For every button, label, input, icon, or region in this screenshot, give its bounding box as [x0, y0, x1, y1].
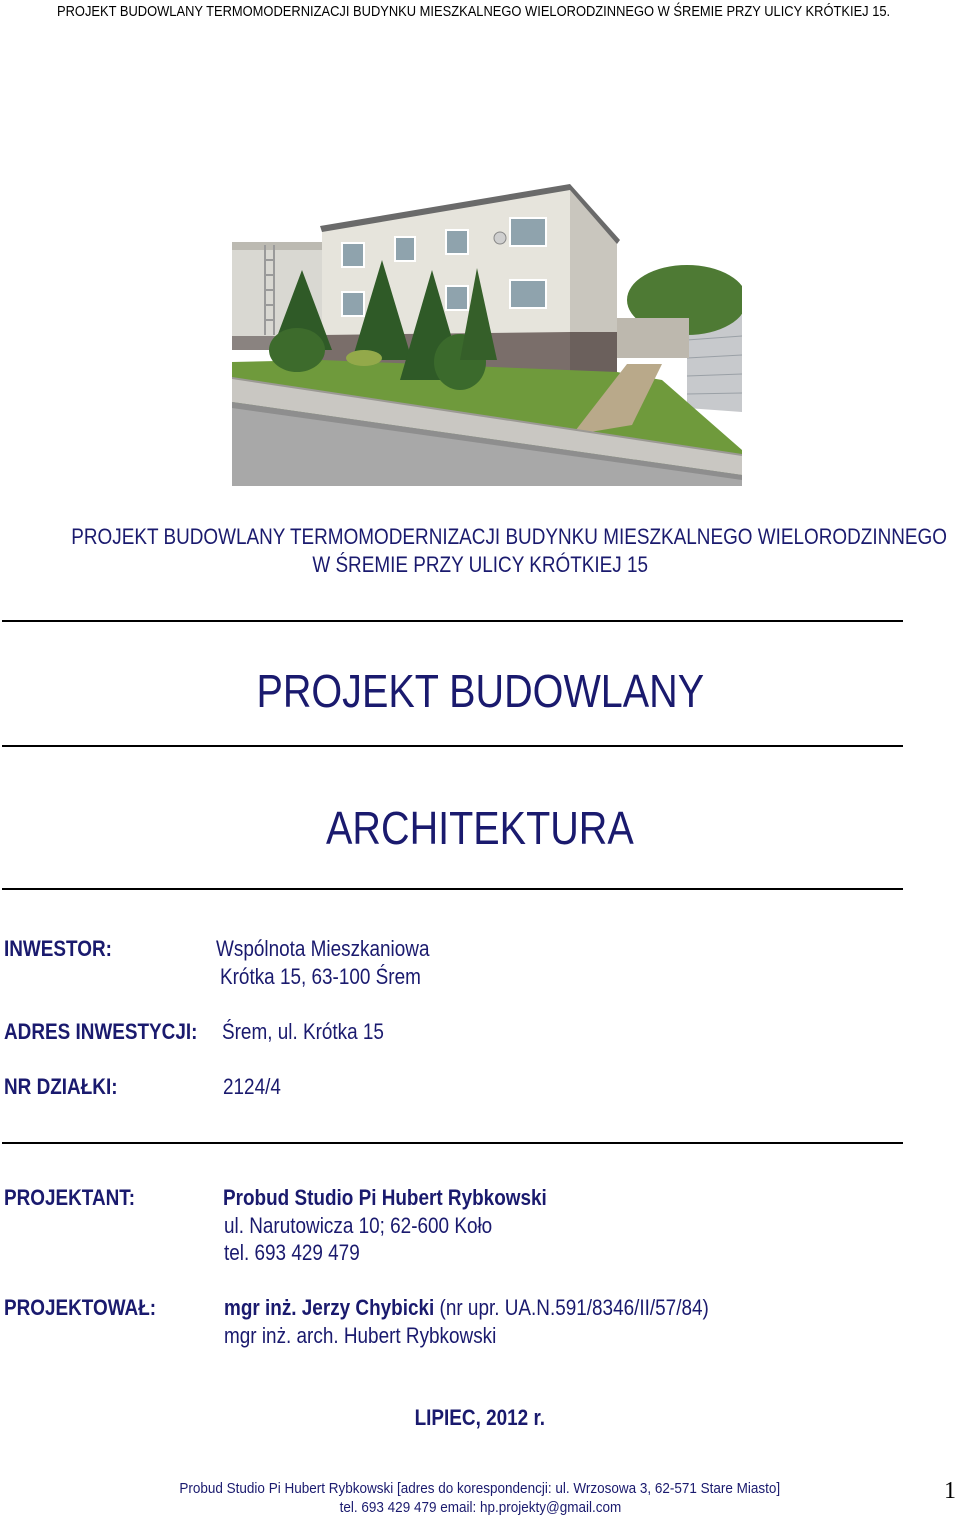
designer-company: Probud Studio Pi Hubert Rybkowski — [223, 1185, 547, 1210]
designed-by-person1 — [224, 1295, 709, 1321]
footer-line-1: Probud Studio Pi Hubert Rybkowski [adres do korespondencji: ul. Wrzosowa 3, 62-571 Stare Miasto] — [179, 1480, 781, 1497]
running-header: PROJEKT BUDOWLANY TERMOMODERNIZACJI BUDYNKU MIESZKALNEGO WIELORODZINNEGO W ŚREMIE PRZY ULICY KRÓTKIEJ 15. — [57, 3, 891, 20]
footer-line-2: tel. 693 429 479 email: hp.projekty@gmail.com — [339, 1499, 621, 1516]
investor-address: Krótka 15, 63-100 Śrem — [220, 964, 421, 989]
designed-by-person1-permit: (nr upr. UA.N.591/8346/II/57/84) — [434, 1295, 709, 1320]
title-line-1: PROJEKT BUDOWLANY TERMOMODERNIZACJI BUDYNKU MIESZKALNEGO WIELORODZINNEGO — [71, 524, 947, 549]
section-sub-heading: ARCHITEKTURA — [326, 802, 634, 854]
investment-address-label: ADRES INWESTYCJI: — [4, 1019, 198, 1044]
designed-by-person1-name: mgr inż. Jerzy Chybicki — [224, 1295, 435, 1320]
investment-address-value: Śrem, ul. Krótka 15 — [222, 1019, 384, 1044]
investor-name: Wspólnota Mieszkaniowa — [216, 936, 430, 961]
page-number: 1 — [944, 1478, 956, 1504]
plot-value: 2124/4 — [223, 1074, 281, 1099]
designer-street: ul. Narutowicza 10; 62-600 Koło — [224, 1213, 493, 1238]
document-date: LIPIEC, 2012 r. — [414, 1405, 546, 1430]
building-photo-drawing — [232, 150, 742, 486]
designed-by-person2: mgr inż. arch. Hubert Rybkowski — [224, 1323, 497, 1348]
section-main-heading: PROJEKT BUDOWLANY — [256, 665, 704, 717]
divider-3 — [2, 888, 903, 890]
investor-label: INWESTOR: — [4, 936, 112, 961]
divider-1 — [2, 620, 903, 622]
divider-4 — [2, 1142, 903, 1144]
designed-by-label: PROJEKTOWAŁ: — [4, 1295, 157, 1320]
plot-label: NR DZIAŁKI: — [4, 1074, 118, 1099]
title-line-2: W ŚREMIE PRZY ULICY KRÓTKIEJ 15 — [312, 552, 648, 577]
designer-label: PROJEKTANT: — [4, 1185, 136, 1210]
designer-phone: tel. 693 429 479 — [224, 1240, 360, 1265]
building-photo — [232, 150, 742, 486]
divider-2 — [2, 745, 903, 747]
